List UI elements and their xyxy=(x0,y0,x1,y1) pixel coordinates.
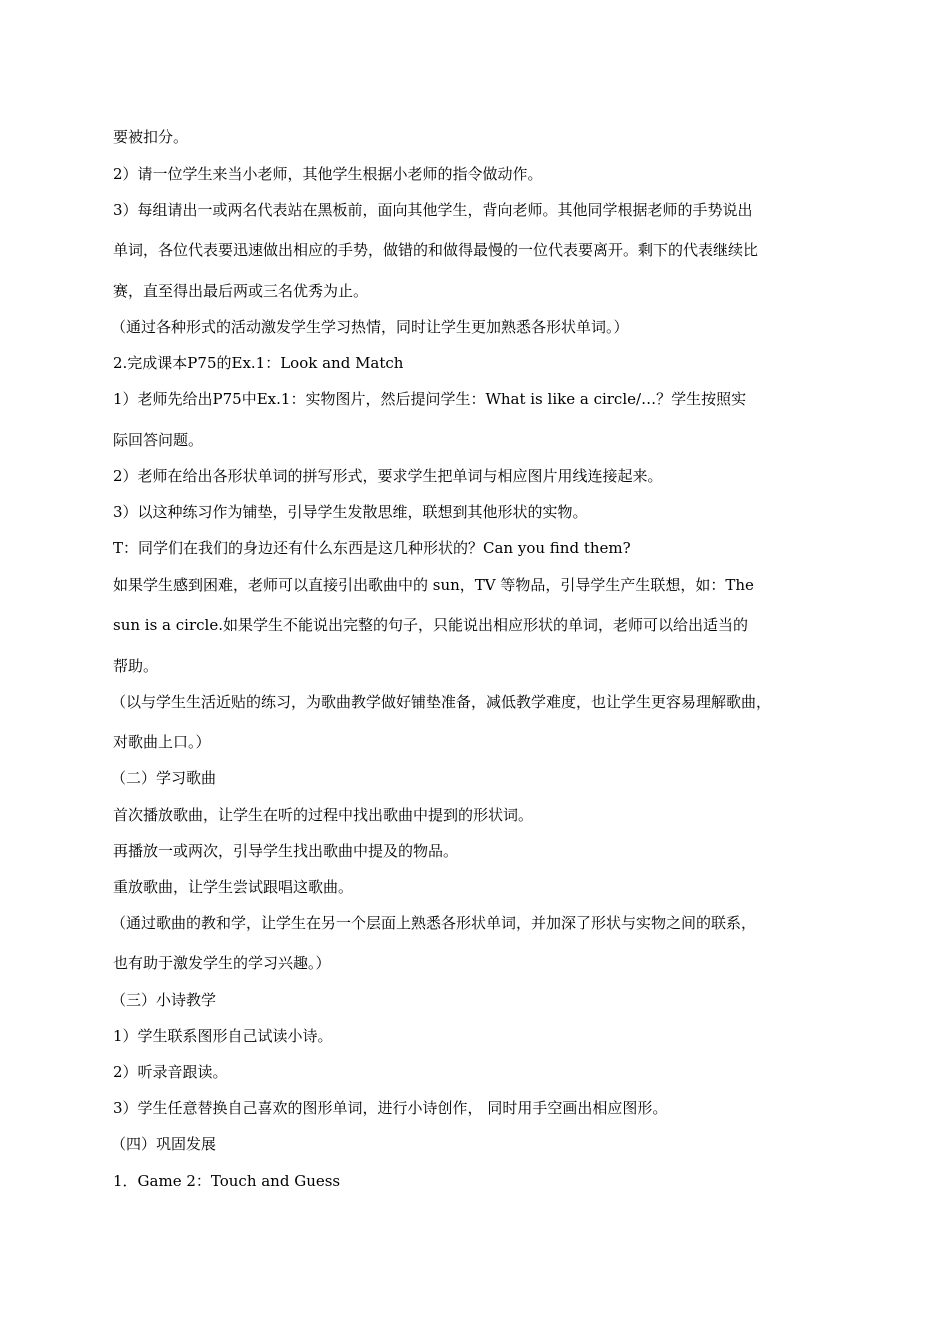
text-line: 重放歌曲，让学生尝试跟唱这歌曲。 xyxy=(113,878,354,896)
text-line: 如果学生感到困难，老师可以直接引出歌曲中的 sun，TV 等物品，引导学生产生联想，如：The xyxy=(113,576,754,594)
text-line: 要被扣分。 xyxy=(113,128,189,146)
text-line: 际回答问题。 xyxy=(113,431,204,449)
text-line: 2）请一位学生来当小老师，其他学生根据小老师的指令做动作。 xyxy=(113,165,543,183)
text-line: 赛，直至得出最后两或三名优秀为止。 xyxy=(113,282,369,300)
text-line: T：同学们在我们的身边还有什么东西是这几种形状的？Can you find them? xyxy=(113,539,631,557)
text-line: （通过歌曲的教和学，让学生在另一个层面上熟悉各形状单词，并加深了形状与实物之间的联系， xyxy=(111,914,757,932)
text-line: 1）老师先给出P75中Ex.1：实物图片，然后提问学生：What is like a circle/…？学生按照实 xyxy=(113,390,747,408)
text-line: （以与学生生活近贴的练习，为歌曲教学做好铺垫准备，减低教学难度，也让学生更容易理解歌曲， xyxy=(111,693,772,711)
text-line: 单词，各位代表要迅速做出相应的手势，做错的和做得最慢的一位代表要离开。剩下的代表继续比 xyxy=(113,241,759,259)
text-line: 1）学生联系图形自己试读小诗。 xyxy=(113,1027,333,1045)
text-line: 也有助于激发学生的学习兴趣。） xyxy=(113,954,331,972)
section-heading: （三）小诗教学 xyxy=(111,991,217,1009)
text-line: 2）老师在给出各形状单词的拼写形式，要求学生把单词与相应图片用线连接起来。 xyxy=(113,467,663,485)
text-line: 3）以这种练习作为铺垫，引导学生发散思维，联想到其他形状的实物。 xyxy=(113,503,588,521)
text-line: 3）每组请出一或两名代表站在黑板前，面向其他学生，背向老师。其他同学根据老师的手势说出 xyxy=(113,201,753,219)
text-line: 帮助。 xyxy=(113,657,159,675)
text-line: （通过各种形式的活动激发学生学习热情，同时让学生更加熟悉各形状单词。） xyxy=(111,318,629,336)
text-line: 再播放一或两次，引导学生找出歌曲中提及的物品。 xyxy=(113,842,459,860)
text-line: 1．Game 2：Touch and Guess xyxy=(113,1172,341,1190)
text-line: 2.完成课本P75的Ex.1：Look and Match xyxy=(113,354,404,372)
section-heading: （二）学习歌曲 xyxy=(111,769,217,787)
text-line: 3）学生任意替换自己喜欢的图形单词，进行小诗创作， 同时用手空画出相应图形。 xyxy=(113,1099,668,1117)
text-line: 2）听录音跟读。 xyxy=(113,1063,228,1081)
text-line: 对歌曲上口。） xyxy=(113,733,211,751)
text-line: sun is a circle.如果学生不能说出完整的句子，只能说出相应形状的单词，老师可以给出适当的 xyxy=(113,616,748,634)
text-line: 首次播放歌曲，让学生在听的过程中找出歌曲中提到的形状词。 xyxy=(113,806,534,824)
section-heading: （四）巩固发展 xyxy=(111,1135,217,1153)
